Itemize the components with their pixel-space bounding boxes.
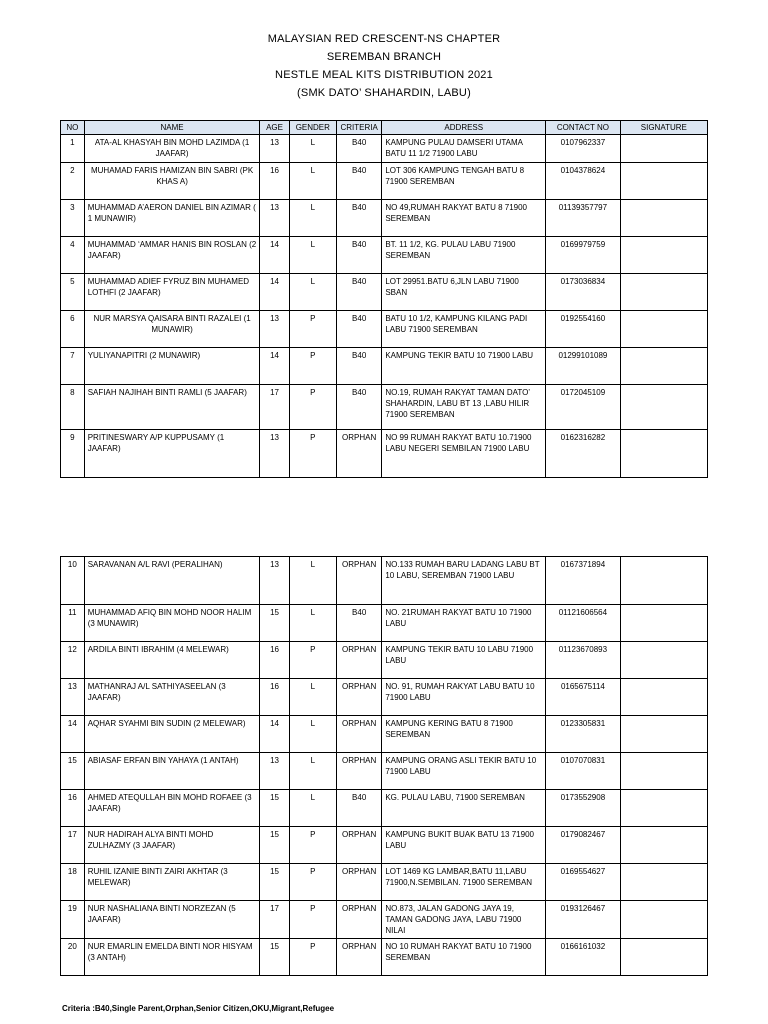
title-line-venue: (SMK DATO’ SHAHARDIN, LABU) xyxy=(297,87,471,99)
table-row xyxy=(61,790,708,827)
cell-criteria: ORPHAN xyxy=(337,827,382,864)
header-criteria: CRITERIA xyxy=(337,121,382,135)
cell-criteria: ORPHAN xyxy=(337,642,382,679)
cell-address: KAMPUNG BUKIT BUAK BATU 13 71900 LABU xyxy=(382,827,546,864)
cell-no: 17 xyxy=(61,827,85,864)
cell-contact: 0107070831 xyxy=(546,753,620,790)
cell-signature xyxy=(620,827,707,864)
cell-gender: L xyxy=(289,274,336,311)
header-signature: SIGNATURE xyxy=(620,121,707,135)
cell-name: ABIASAF ERFAN BIN YAHAYA (1 ANTAH) xyxy=(84,753,260,790)
cell-signature xyxy=(620,939,707,976)
cell-age: 17 xyxy=(260,901,289,939)
cell-gender: L xyxy=(289,679,336,716)
table-row xyxy=(61,430,708,478)
cell-address: KAMPUNG TEKIR BATU 10 71900 LABU xyxy=(382,348,546,385)
cell-no: 18 xyxy=(61,864,85,901)
cell-criteria: ORPHAN xyxy=(337,753,382,790)
table-row xyxy=(61,311,708,348)
cell-no: 8 xyxy=(61,385,85,430)
cell-signature xyxy=(620,605,707,642)
table-row xyxy=(61,557,708,605)
cell-no: 9 xyxy=(61,430,85,478)
cell-age: 13 xyxy=(260,753,289,790)
title-line-organization: MALAYSIAN RED CRESCENT-NS CHAPTER xyxy=(267,33,501,45)
cell-contact: 0169554627 xyxy=(546,864,620,901)
cell-gender: P xyxy=(289,430,336,478)
table-row xyxy=(61,716,708,753)
cell-name: MUHAMMAD ADIEF FYRUZ BIN MUHAMED LOTHFI (2 JAAFAR) xyxy=(84,274,260,311)
cell-age: 14 xyxy=(260,274,289,311)
cell-age: 14 xyxy=(260,237,289,274)
cell-criteria: ORPHAN xyxy=(337,679,382,716)
cell-contact: 0193126467 xyxy=(546,901,620,939)
cell-age: 15 xyxy=(260,790,289,827)
cell-name: AQHAR SYAHMI BIN SUDIN (2 MELEWAR) xyxy=(84,716,260,753)
cell-address: NO. 91, RUMAH RAKYAT LABU BATU 10 71900 LABU xyxy=(382,679,546,716)
cell-criteria: ORPHAN xyxy=(337,939,382,976)
cell-signature xyxy=(620,163,707,200)
title-line-branch: SEREMBAN BRANCH xyxy=(326,51,442,63)
table-row xyxy=(61,163,708,200)
cell-name: NUR EMARLIN EMELDA BINTI NOR HISYAM (3 ANTAH) xyxy=(84,939,260,976)
table-row xyxy=(61,237,708,274)
cell-signature xyxy=(620,385,707,430)
cell-age: 13 xyxy=(260,430,289,478)
cell-contact: 0169979759 xyxy=(546,237,620,274)
cell-age: 15 xyxy=(260,605,289,642)
distribution-table-page-1 xyxy=(60,120,708,478)
table-row xyxy=(61,753,708,790)
cell-signature xyxy=(620,274,707,311)
cell-criteria: B40 xyxy=(337,163,382,200)
table-row xyxy=(61,901,708,939)
cell-signature xyxy=(620,864,707,901)
cell-contact: 01121606564 xyxy=(546,605,620,642)
cell-name: SARAVANAN A/L RAVI (PERALIHAN) xyxy=(84,557,260,605)
cell-address: KAMPUNG PULAU DAMSERI UTAMA BATU 11 1/2 71900 LABU xyxy=(382,135,546,163)
cell-name: NUR MARSYA QAISARA BINTI RAZALEI (1 MUNAWIR) xyxy=(84,311,260,348)
cell-signature xyxy=(620,716,707,753)
cell-no: 15 xyxy=(61,753,85,790)
cell-gender: P xyxy=(289,901,336,939)
cell-criteria: B40 xyxy=(337,237,382,274)
cell-name: MUHAMMAD A’AERON DANIEL BIN AZIMAR ( 1 MUNAWIR) xyxy=(84,200,260,237)
cell-age: 14 xyxy=(260,716,289,753)
cell-contact: 0173036834 xyxy=(546,274,620,311)
cell-age: 13 xyxy=(260,200,289,237)
cell-signature xyxy=(620,311,707,348)
header-gender: GENDER xyxy=(289,121,336,135)
cell-gender: P xyxy=(289,939,336,976)
cell-name: SAFIAH NAJIHAH BINTI RAMLI (5 JAAFAR) xyxy=(84,385,260,430)
cell-address: KAMPUNG ORANG ASLI TEKIR BATU 10 71900 LABU xyxy=(382,753,546,790)
header-contact: CONTACT NO xyxy=(546,121,620,135)
cell-address: NO.133 RUMAH BARU LADANG LABU BT 10 LABU, SEREMBAN 71900 LABU xyxy=(382,557,546,605)
cell-gender: L xyxy=(289,163,336,200)
cell-signature xyxy=(620,642,707,679)
cell-signature xyxy=(620,679,707,716)
cell-no: 19 xyxy=(61,901,85,939)
cell-signature xyxy=(620,430,707,478)
table-row xyxy=(61,135,708,163)
cell-no: 16 xyxy=(61,790,85,827)
cell-name: PRITINESWARY A/P KUPPUSAMY (1 JAAFAR) xyxy=(84,430,260,478)
cell-gender: P xyxy=(289,311,336,348)
cell-criteria: B40 xyxy=(337,385,382,430)
cell-criteria: B40 xyxy=(337,348,382,385)
cell-gender: L xyxy=(289,135,336,163)
cell-no: 1 xyxy=(61,135,85,163)
cell-address: LOT 29951.BATU 6,JLN LABU 71900 SBAN xyxy=(382,274,546,311)
table-row xyxy=(61,274,708,311)
table-row xyxy=(61,864,708,901)
document-title xyxy=(0,30,768,102)
cell-criteria: B40 xyxy=(337,790,382,827)
table-header-row xyxy=(61,121,708,135)
cell-address: KG. PULAU LABU, 71900 SEREMBAN xyxy=(382,790,546,827)
cell-signature xyxy=(620,901,707,939)
cell-gender: L xyxy=(289,200,336,237)
cell-criteria: B40 xyxy=(337,605,382,642)
cell-name: NUR HADIRAH ALYA BINTI MOHD ZULHAZMY (3 JAAFAR) xyxy=(84,827,260,864)
cell-contact: 0172045109 xyxy=(546,385,620,430)
cell-criteria: ORPHAN xyxy=(337,430,382,478)
cell-address: LOT 306 KAMPUNG TENGAH BATU 8 71900 SEREMBAN xyxy=(382,163,546,200)
cell-gender: L xyxy=(289,557,336,605)
cell-age: 15 xyxy=(260,827,289,864)
cell-contact: 0162316282 xyxy=(546,430,620,478)
table-row xyxy=(61,827,708,864)
cell-gender: P xyxy=(289,348,336,385)
cell-contact: 0165675114 xyxy=(546,679,620,716)
cell-criteria: ORPHAN xyxy=(337,864,382,901)
cell-address: NO.873, JALAN GADONG JAYA 19, TAMAN GADONG JAYA, LABU 71900 NILAI xyxy=(382,901,546,939)
cell-gender: L xyxy=(289,605,336,642)
cell-contact: 0173552908 xyxy=(546,790,620,827)
cell-signature xyxy=(620,557,707,605)
cell-gender: L xyxy=(289,237,336,274)
cell-criteria: ORPHAN xyxy=(337,901,382,939)
table-row xyxy=(61,939,708,976)
cell-contact: 01139357797 xyxy=(546,200,620,237)
cell-address: BT. 11 1/2, KG. PULAU LABU 71900 SEREMBAN xyxy=(382,237,546,274)
cell-no: 2 xyxy=(61,163,85,200)
cell-name: AHMED ATEQULLAH BIN MOHD ROFAEE (3 JAAFAR) xyxy=(84,790,260,827)
cell-no: 20 xyxy=(61,939,85,976)
cell-age: 13 xyxy=(260,135,289,163)
cell-criteria: B40 xyxy=(337,200,382,237)
table-row xyxy=(61,679,708,716)
cell-address: NO 10 RUMAH RAKYAT BATU 10 71900 SEREMBAN xyxy=(382,939,546,976)
cell-contact: 0107962337 xyxy=(546,135,620,163)
cell-gender: P xyxy=(289,864,336,901)
cell-gender: P xyxy=(289,642,336,679)
cell-contact: 0104378624 xyxy=(546,163,620,200)
cell-criteria: ORPHAN xyxy=(337,557,382,605)
cell-address: NO 99 RUMAH RAKYAT BATU 10.71900 LABU NEGERI SEMBILAN 71900 LABU xyxy=(382,430,546,478)
table-row xyxy=(61,642,708,679)
cell-signature xyxy=(620,237,707,274)
cell-age: 16 xyxy=(260,679,289,716)
cell-contact: 0166161032 xyxy=(546,939,620,976)
cell-criteria: B40 xyxy=(337,135,382,163)
cell-contact: 0192554160 xyxy=(546,311,620,348)
cell-address: NO. 21RUMAH RAKYAT BATU 10 71900 LABU xyxy=(382,605,546,642)
cell-age: 15 xyxy=(260,939,289,976)
cell-criteria: ORPHAN xyxy=(337,716,382,753)
cell-criteria: B40 xyxy=(337,274,382,311)
cell-age: 16 xyxy=(260,163,289,200)
cell-age: 15 xyxy=(260,864,289,901)
cell-age: 13 xyxy=(260,557,289,605)
header-no: NO xyxy=(61,121,85,135)
cell-address: LOT 1469 KG LAMBAR,BATU 11,LABU 71900,N.SEMBILAN. 71900 SEREMBAN xyxy=(382,864,546,901)
distribution-table-page-2 xyxy=(60,556,708,976)
cell-contact: 0167371894 xyxy=(546,557,620,605)
cell-no: 12 xyxy=(61,642,85,679)
cell-no: 13 xyxy=(61,679,85,716)
cell-no: 14 xyxy=(61,716,85,753)
cell-address: KAMPUNG KERING BATU 8 71900 SEREMBAN xyxy=(382,716,546,753)
cell-signature xyxy=(620,753,707,790)
cell-signature xyxy=(620,348,707,385)
cell-contact: 0123305831 xyxy=(546,716,620,753)
cell-no: 3 xyxy=(61,200,85,237)
cell-age: 17 xyxy=(260,385,289,430)
cell-name: YULIYANAPITRI (2 MUNAWIR) xyxy=(84,348,260,385)
table-row xyxy=(61,605,708,642)
cell-no: 6 xyxy=(61,311,85,348)
cell-name: MUHAMMAD AFIQ BIN MOHD NOOR HALIM (3 MUNAWIR) xyxy=(84,605,260,642)
cell-gender: P xyxy=(289,827,336,864)
cell-gender: L xyxy=(289,716,336,753)
cell-name: ARDILA BINTI IBRAHIM (4 MELEWAR) xyxy=(84,642,260,679)
cell-name: ATA-AL KHASYAH BIN MOHD LAZIMDA (1 JAAFAR) xyxy=(84,135,260,163)
cell-name: RUHIL IZANIE BINTI ZAIRI AKHTAR (3 MELEWAR) xyxy=(84,864,260,901)
cell-name: MUHAMMAD ‘AMMAR HANIS BIN ROSLAN (2 JAAFAR) xyxy=(84,237,260,274)
title-line-event: NESTLE MEAL KITS DISTRIBUTION 2021 xyxy=(275,69,493,81)
cell-age: 13 xyxy=(260,311,289,348)
cell-contact: 01123670893 xyxy=(546,642,620,679)
cell-contact: 01299101089 xyxy=(546,348,620,385)
cell-signature xyxy=(620,200,707,237)
table-row xyxy=(61,200,708,237)
table-row xyxy=(61,385,708,430)
cell-gender: P xyxy=(289,385,336,430)
cell-no: 5 xyxy=(61,274,85,311)
cell-contact: 0179082467 xyxy=(546,827,620,864)
cell-address: BATU 10 1/2, KAMPUNG KILANG PADI LABU 71900 SEREMBAN xyxy=(382,311,546,348)
cell-no: 10 xyxy=(61,557,85,605)
header-address: ADDRESS xyxy=(382,121,546,135)
cell-name: NUR NASHALIANA BINTI NORZEZAN (5 JAAFAR) xyxy=(84,901,260,939)
cell-signature xyxy=(620,790,707,827)
cell-address: NO 49,RUMAH RAKYAT BATU 8 71900 SEREMBAN xyxy=(382,200,546,237)
criteria-footnote: Criteria :B40,Single Parent,Orphan,Senior Citizen,OKU,Migrant,Refugee xyxy=(62,1004,335,1013)
cell-criteria: B40 xyxy=(337,311,382,348)
cell-age: 16 xyxy=(260,642,289,679)
header-name: NAME xyxy=(84,121,260,135)
table-row xyxy=(61,348,708,385)
header-age: AGE xyxy=(260,121,289,135)
cell-name: MUHAMAD FARIS HAMIZAN BIN SABRI (PK KHAS A) xyxy=(84,163,260,200)
cell-gender: L xyxy=(289,790,336,827)
cell-no: 11 xyxy=(61,605,85,642)
cell-address: NO.19, RUMAH RAKYAT TAMAN DATO’ SHAHARDIN, LABU BT 13 ,LABU HILIR 71900 SEREMBAN xyxy=(382,385,546,430)
cell-address: KAMPUNG TEKIR BATU 10 LABU 71900 LABU xyxy=(382,642,546,679)
cell-no: 7 xyxy=(61,348,85,385)
cell-no: 4 xyxy=(61,237,85,274)
cell-gender: L xyxy=(289,753,336,790)
cell-name: MATHANRAJ A/L SATHIYASEELAN (3 JAAFAR) xyxy=(84,679,260,716)
cell-signature xyxy=(620,135,707,163)
cell-age: 14 xyxy=(260,348,289,385)
